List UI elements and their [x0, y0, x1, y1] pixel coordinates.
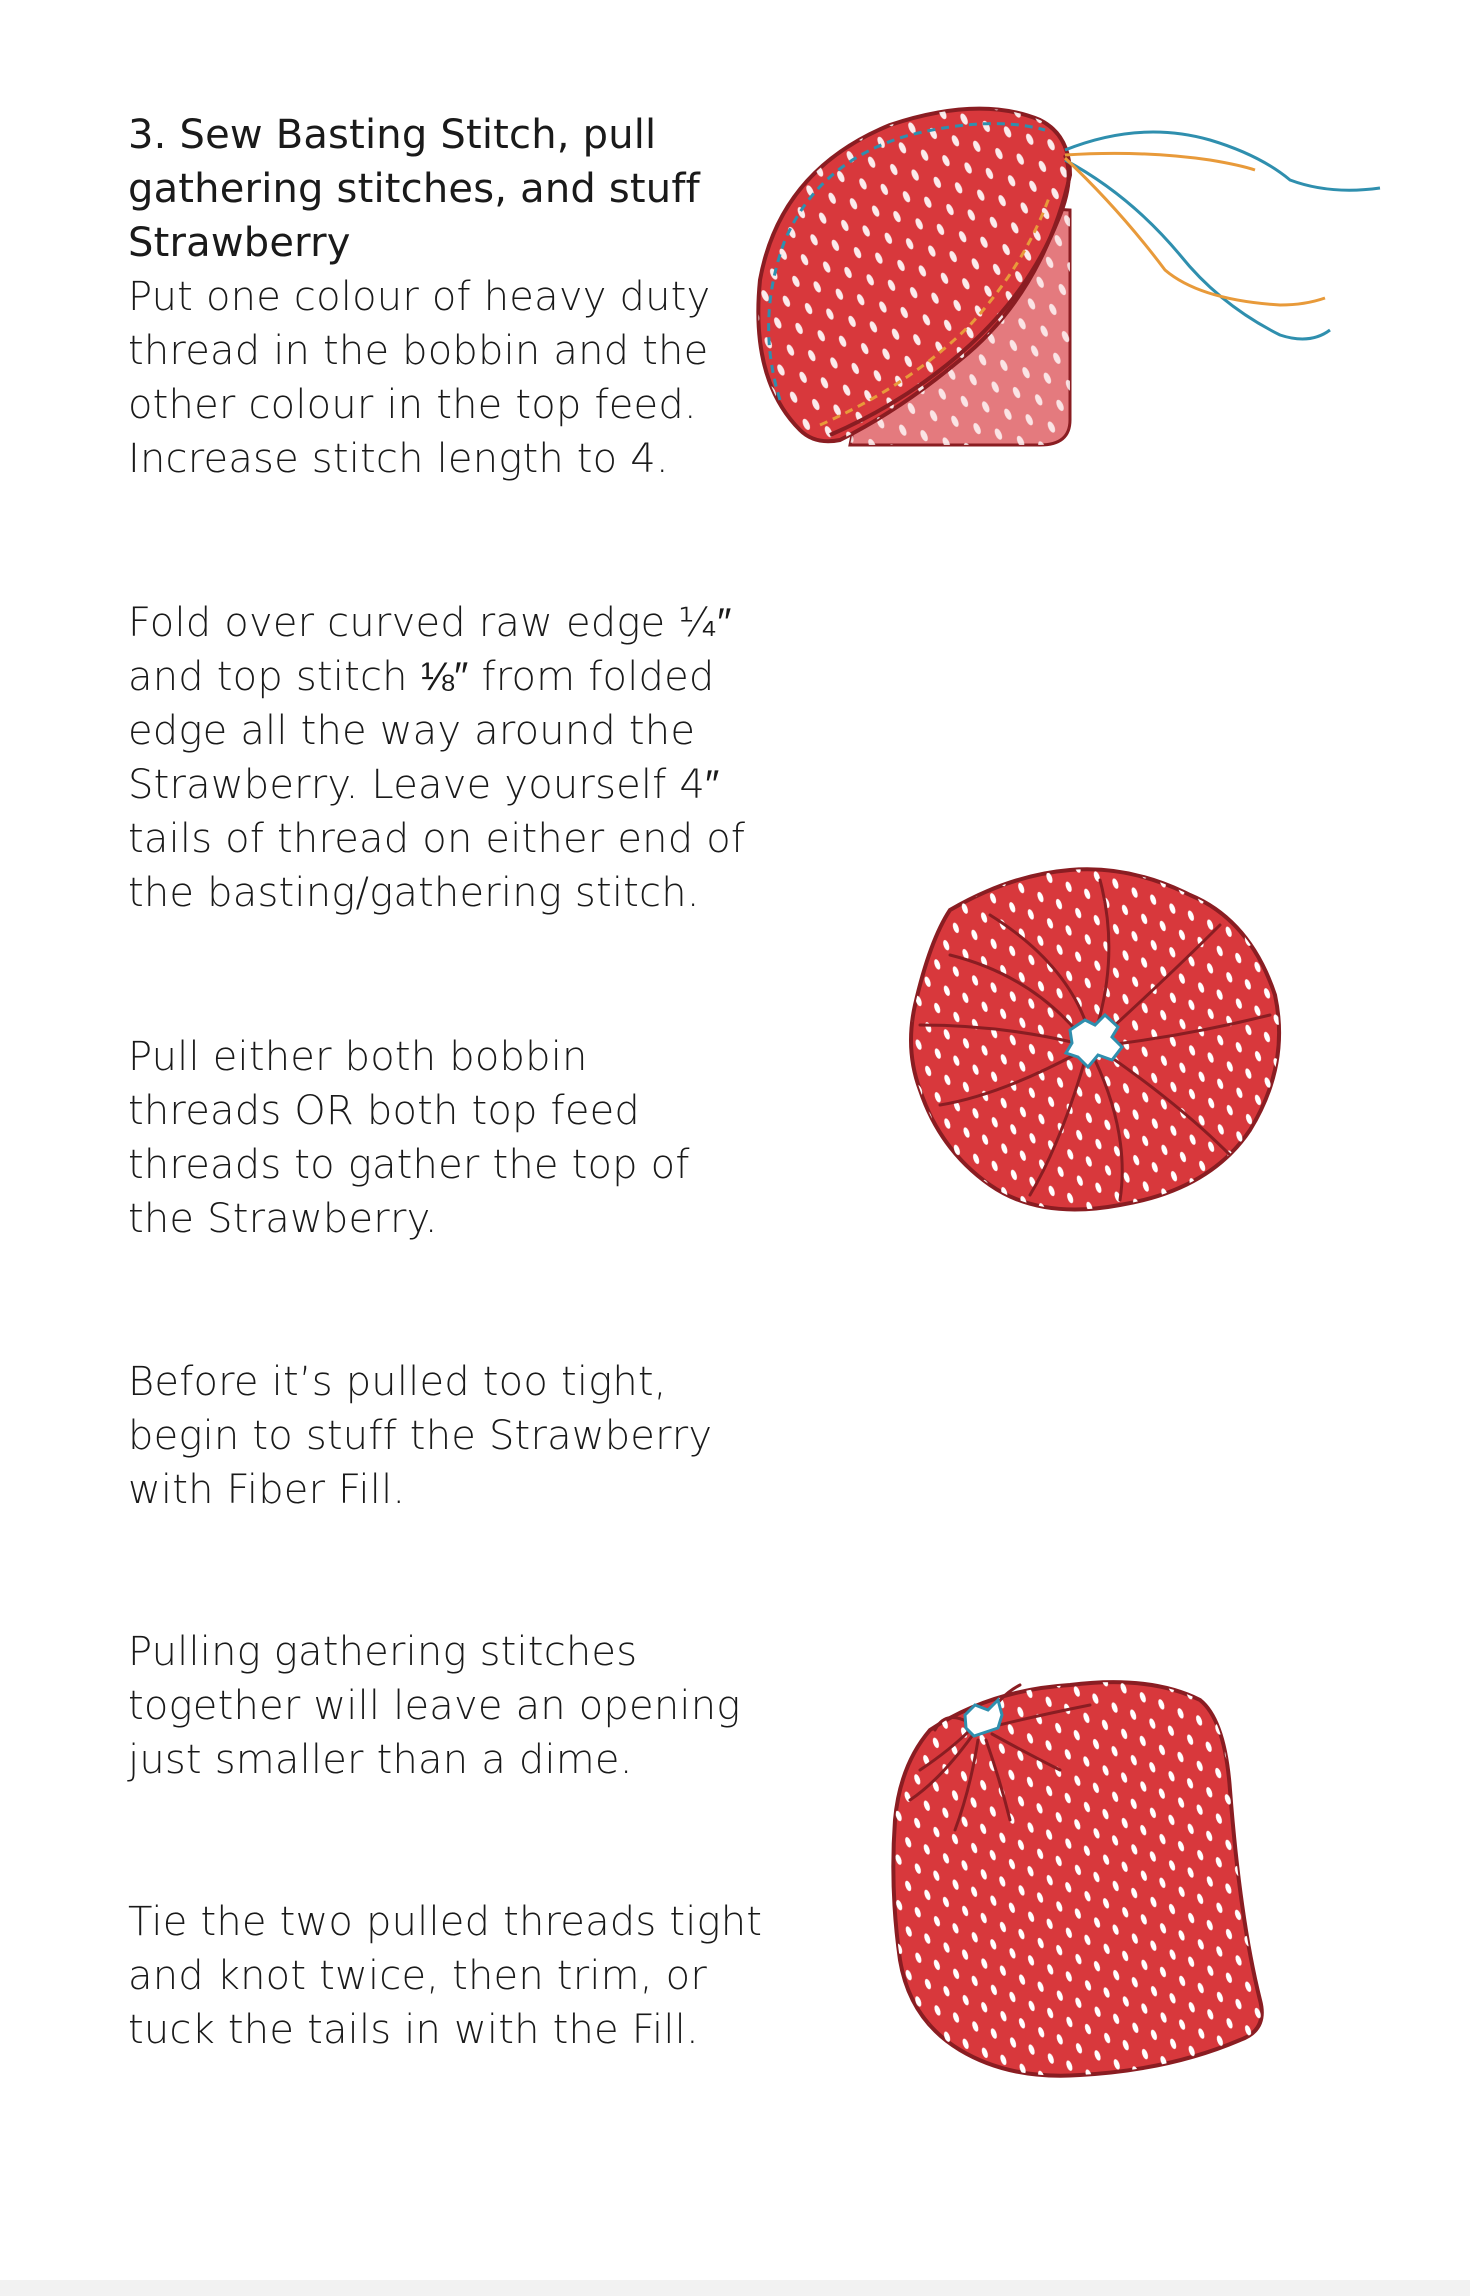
paragraph-stuff: Before it’s pulled too tight, begin to stuff the Strawberry with Fiber Fill.: [128, 1359, 713, 1513]
paragraph-fold-and-stitch: Fold over curved raw edge ¼″ and top stitch ⅛″ from folded edge all the way around the Strawberry. Leave yourself 4″ tails of thread on either end of the basting/gathering stitch.: [128, 600, 746, 916]
paragraph-opening: Pulling gathering stitches together will leave an opening just smaller than a dime.: [128, 1629, 741, 1783]
stuffed-strawberry-icon: [870, 1670, 1280, 2090]
step-section-intro: [128, 108, 728, 486]
paragraph-tie-off: Tie the two pulled threads tight and knot twice, then trim, or tuck the tails in with the Fill.: [128, 1899, 763, 2053]
page-bottom-band: [0, 2280, 1470, 2296]
step-title: 3. Sew Basting Stitch, pull gathering stitches, and stuff Strawberry: [128, 112, 700, 266]
paragraph-pull-threads: Pull either both bobbin threads OR both top feed threads to gather the top of the Strawberry.: [128, 1034, 690, 1242]
paragraph-thread-setup: Put one colour of heavy duty thread in the bobbin and the other colour in the top feed. Increase stitch length to 4.: [128, 274, 711, 482]
gathered-strawberry-top-icon: [890, 855, 1290, 1225]
folded-fabric-with-threads-icon: [740, 100, 1390, 460]
